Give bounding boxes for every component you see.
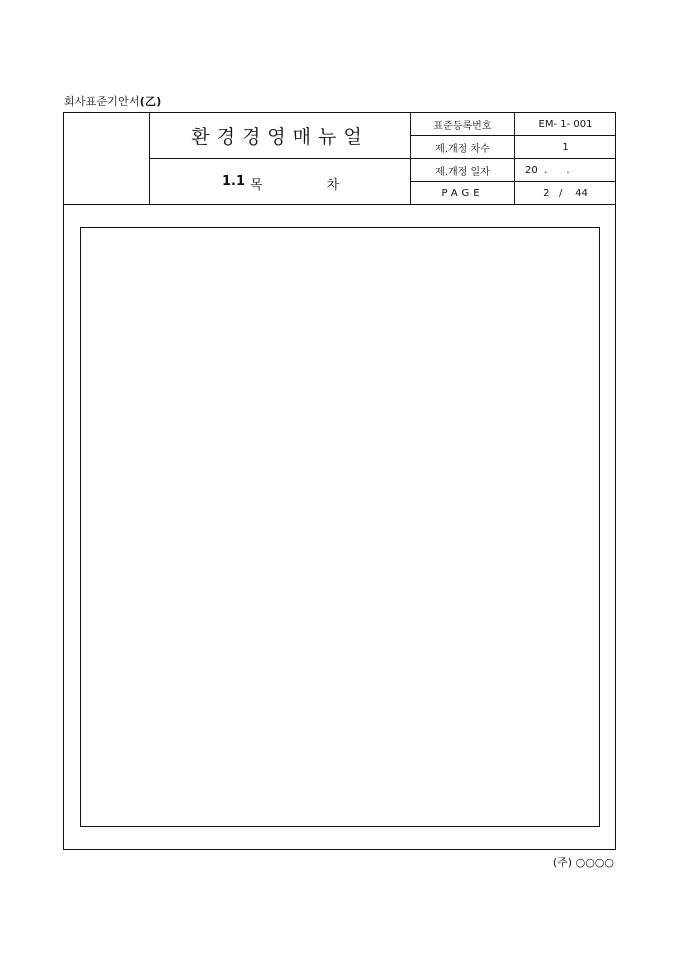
meta-value: 2 / 44 bbox=[543, 187, 588, 199]
meta-table bbox=[410, 113, 615, 204]
company-name: (주) ○○○○ bbox=[552, 856, 614, 869]
meta-row-revision bbox=[411, 136, 616, 159]
document-header bbox=[64, 113, 615, 205]
section-heading bbox=[150, 159, 410, 204]
meta-value: EM- 1- 001 bbox=[538, 118, 593, 130]
meta-value: 20 . . bbox=[525, 164, 570, 176]
section-number: 1.1 bbox=[222, 174, 246, 189]
manual-title: 환경경영매뉴얼 bbox=[150, 113, 410, 159]
meta-label: 제.개정 일자 bbox=[411, 159, 515, 181]
form-label-text: 회사표준기안서 bbox=[64, 95, 140, 108]
form-label bbox=[64, 93, 161, 109]
meta-row-registration bbox=[411, 113, 616, 136]
logo-cell bbox=[64, 113, 150, 204]
meta-label: 제.개정 차수 bbox=[411, 136, 515, 158]
meta-row-revision-date bbox=[411, 159, 616, 182]
form-label-paren: (乙) bbox=[139, 95, 162, 108]
meta-value: 1 bbox=[562, 141, 569, 153]
document-frame bbox=[63, 112, 616, 850]
meta-row-page bbox=[411, 182, 616, 204]
meta-label: 표준등록번호 bbox=[411, 113, 515, 135]
content-area bbox=[80, 227, 600, 827]
section-name: 목차 bbox=[250, 178, 404, 193]
meta-label: PAGE bbox=[411, 182, 515, 204]
